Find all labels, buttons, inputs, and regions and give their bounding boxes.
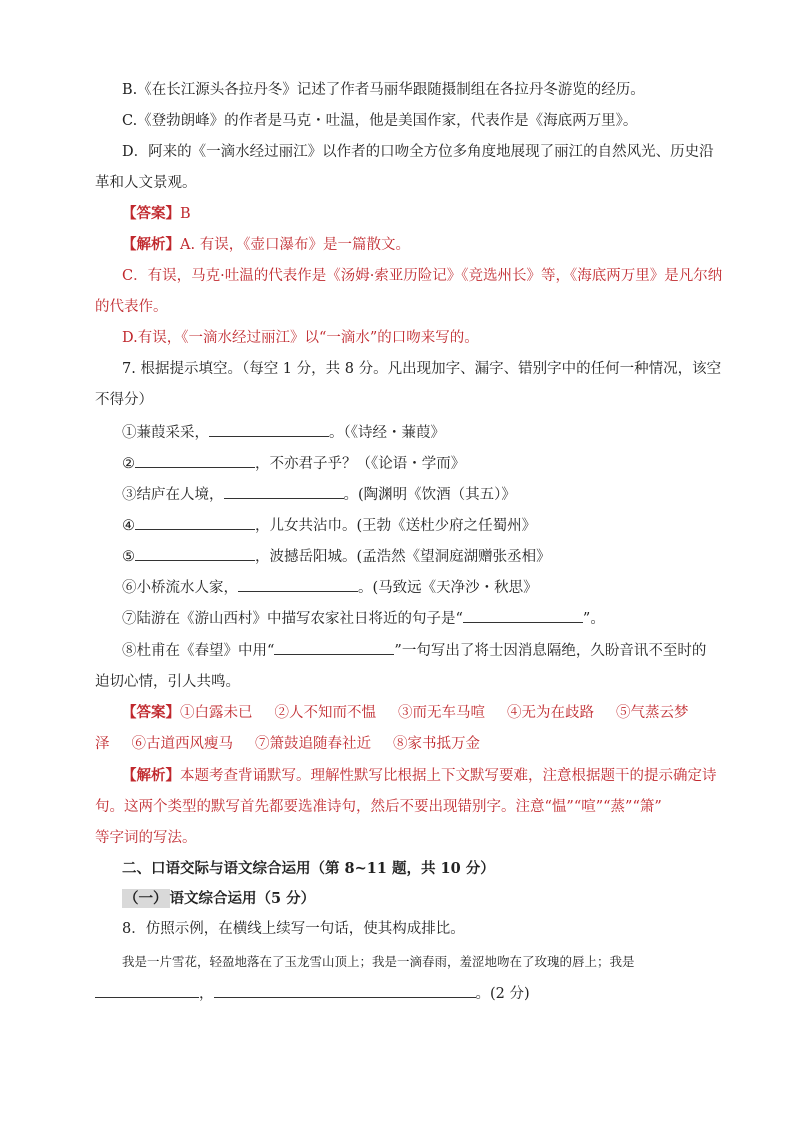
analysis-text: 本题考查背诵默写。理解性默写比根据上下文默写要难，注意根据题干的提示确定诗 (180, 768, 717, 784)
answer-item: 泽 (95, 736, 110, 752)
answer-value: B (180, 206, 191, 222)
q7-analysis-line3: 等字词的写法。 (95, 830, 197, 846)
q7-title-line2: 不得分） (95, 392, 153, 408)
q7-item-2 (122, 453, 465, 474)
analysis-label: 【解析】 (122, 236, 180, 253)
item-prefix: ⑤ (122, 549, 135, 565)
fill-blank[interactable] (135, 546, 255, 561)
q8-example: 我是一片雪花，轻盈地落在了玉龙雪山顶上；我是一滴春雨，羞涩地吻在了玫瑰的唇上；我是 (122, 954, 635, 969)
item-prefix: ①蒹葭采采， (122, 425, 209, 441)
item-prefix: ③结庐在人境， (122, 487, 224, 503)
fill-blank[interactable] (95, 983, 199, 998)
item-prefix: ② (122, 456, 135, 472)
answer-item: ⑦箫鼓追随春社近 (255, 736, 371, 752)
item-prefix: ④ (122, 518, 135, 534)
q6-analysis-c-line1: C．有误，马克·吐温的代表作是《汤姆·索亚历险记》《竞选州长》等，《海底两万里》是凡尔纳 (122, 268, 723, 284)
item-prefix: ⑧杜甫在《春望》中用“ (122, 643, 275, 659)
q6-analysis-d: D.有误，《一滴水经过丽江》以“一滴水”的口吻来写的。 (122, 330, 479, 346)
q7-item-7 (122, 608, 605, 629)
fill-blank[interactable] (135, 453, 255, 468)
answer-item: ⑥古道西风瘦马 (131, 736, 233, 752)
analysis-text: A. 有误，《壶口瀑布》是一篇散文。 (180, 237, 410, 253)
section-2-title: 二、口语交际与语文综合运用（第 8~11 题，共 10 分） (122, 860, 495, 877)
option-b: B.《在长江源头各拉丹冬》记述了作者马丽华跟随摄制组在各拉丹冬游览的经历。 (122, 82, 645, 98)
q7-item-4 (122, 515, 536, 536)
q8-title: 8．仿照示例，在横线上续写一句话，使其构成排比。 (122, 921, 465, 937)
answer-item: ④无为在歧路 (507, 705, 594, 721)
item-suffix: ，波撼岳阳城。(孟浩然《望洞庭湖赠张丞相》 (255, 549, 551, 565)
q7-item-8 (122, 640, 706, 661)
answer-item: ①白露未已 (180, 705, 253, 721)
q7-analysis-line1 (122, 766, 717, 786)
item-suffix: 。(马致远《天净沙・秋思》 (358, 580, 538, 596)
option-c: C.《登勃朗峰》的作者是马克・吐温，他是美国作家，代表作是《海底两万里》。 (122, 113, 638, 129)
answer-item: ③而无车马喧 (398, 705, 485, 721)
section-2-subtitle (122, 889, 315, 909)
q8-answer-line (95, 983, 530, 1004)
item-suffix: 。（《诗经・蒹葭》 (329, 425, 445, 441)
q6-analysis-c-line2: 的代表作。 (95, 299, 168, 315)
points-note: 。(2 分) (475, 986, 530, 1002)
section-subtitle-text: 语文综合运用（5 分） (169, 890, 316, 907)
q7-analysis-line2: 句。这两个类型的默写首先都要选准诗句，然后不要出现错别字。注意“愠”“喧”“蒸”“箫” (95, 799, 662, 815)
q6-analysis-a (122, 235, 410, 255)
q7-answer-row2 (95, 734, 480, 754)
fill-blank[interactable] (224, 484, 344, 499)
q6-answer (122, 204, 191, 224)
fill-blank[interactable] (209, 422, 329, 437)
fill-blank[interactable] (214, 983, 476, 998)
fill-blank[interactable] (463, 608, 583, 623)
q7-answer-row1 (122, 703, 689, 723)
item-suffix: ”一句写出了将士因消息隔绝，久盼音讯不至时的 (394, 643, 707, 659)
item-suffix: 。(陶渊明《饮酒（其五）》 (343, 487, 516, 503)
item-prefix: ⑦陆游在《游山西村》中描写农家社日将近的句子是“ (122, 611, 463, 627)
answer-item: ⑧家书抵万金 (393, 736, 480, 752)
answer-label: 【答案】 (122, 205, 180, 222)
item-suffix: ，儿女共沾巾。(王勃《送杜少府之任蜀州》 (255, 518, 537, 534)
section-tag: （一） (124, 890, 168, 907)
item-suffix: ”。 (582, 611, 605, 627)
item-suffix: ，不亦君子乎？（《论语・学而》 (255, 456, 466, 472)
q7-item-8-line2: 迫切心情，引人共鸣。 (95, 674, 240, 690)
fill-blank[interactable] (135, 515, 255, 530)
separator: ， (199, 986, 214, 1002)
answer-item: ⑤气蒸云梦 (616, 705, 689, 721)
item-prefix: ⑥小桥流水人家， (122, 580, 238, 596)
answer-label: 【答案】 (122, 704, 180, 721)
option-d-line1: D．阿来的《一滴水经过丽江》以作者的口吻全方位多角度地展现了丽江的自然风光、历史沿 (122, 144, 714, 160)
analysis-label: 【解析】 (122, 767, 180, 784)
answer-item: ②人不知而不愠 (274, 705, 376, 721)
q7-title-line1: 7. 根据提示填空。（每空 1 分，共 8 分。凡出现加字、漏字、错别字中的任何一种情况，该空 (122, 361, 722, 377)
option-d-line2: 革和人文景观。 (95, 175, 197, 191)
q7-item-1 (122, 422, 445, 443)
fill-blank[interactable] (274, 640, 394, 655)
fill-blank[interactable] (238, 577, 358, 592)
q7-item-6 (122, 577, 538, 598)
q7-item-3 (122, 484, 516, 505)
q7-item-5 (122, 546, 551, 567)
